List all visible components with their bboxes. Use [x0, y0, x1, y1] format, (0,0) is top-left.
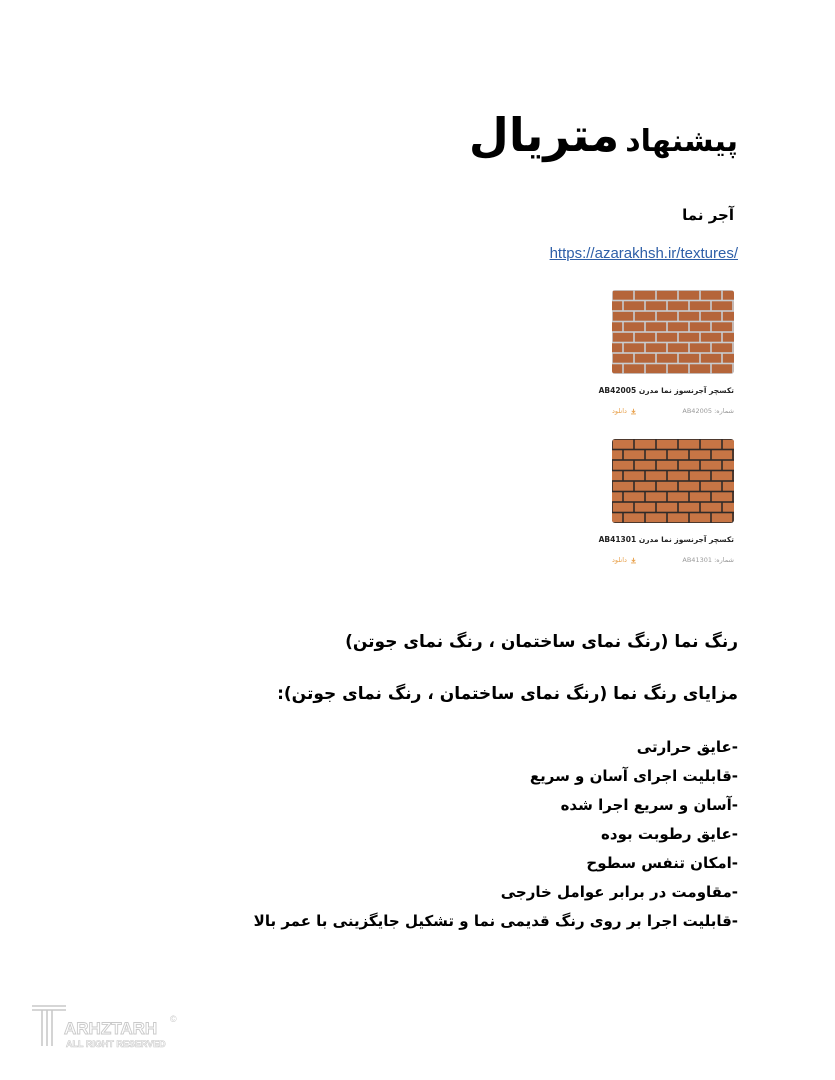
brick: [657, 333, 677, 342]
brick: [690, 343, 710, 352]
brick: [624, 513, 644, 522]
brick: [624, 364, 644, 373]
product-caption: تکسچر آجرنسوز نما مدرن AB41301: [598, 535, 734, 544]
brick: [668, 492, 688, 501]
brick: [679, 503, 699, 512]
brick: [668, 343, 688, 352]
brick: [668, 471, 688, 480]
download-icon: [630, 408, 637, 415]
section-heading-facade-paint: رنگ نما (رنگ نمای ساختمان ، رنگ نمای جوتن): [345, 632, 738, 652]
brick: [624, 322, 644, 331]
brick: [712, 364, 732, 373]
brick-texture-image-2: [612, 439, 734, 523]
brick: [712, 343, 732, 352]
brick: [657, 354, 677, 363]
brick: [635, 312, 655, 321]
product-code: شماره: AB41301: [682, 556, 734, 564]
brick: [668, 301, 688, 310]
brick: [701, 354, 721, 363]
brick: [613, 503, 633, 512]
list-item: -قابلیت اجرا بر روی رنگ قدیمی نما و تشکیل جایگزینی با عمر بالا: [253, 912, 738, 930]
download-link[interactable]: [612, 407, 637, 415]
brick: [624, 301, 644, 310]
list-item: -عایق حرارتی: [636, 738, 738, 756]
brick: [668, 364, 688, 373]
brick: [723, 312, 734, 321]
textures-link[interactable]: https://azarakhsh.ir/textures/: [549, 245, 738, 262]
brick: [613, 291, 633, 300]
brick: [712, 322, 732, 331]
brick: [612, 513, 622, 522]
brick: [690, 364, 710, 373]
watermark-tagline: ALL RIGHT RESERVED: [66, 1039, 166, 1049]
brick: [657, 503, 677, 512]
brick: [613, 354, 633, 363]
brick: [723, 291, 734, 300]
brick: [657, 291, 677, 300]
brick: [635, 440, 655, 449]
brick: [646, 301, 666, 310]
brick: [690, 301, 710, 310]
list-item: -قابلیت اجرای آسان و سریع: [529, 767, 738, 785]
brick: [624, 492, 644, 501]
brick: [657, 461, 677, 470]
title-word-suggestion: پیشنهاد: [625, 124, 738, 159]
brick: [690, 322, 710, 331]
brick: [635, 461, 655, 470]
brick: [612, 322, 622, 331]
brick: [679, 291, 699, 300]
page-title: [338, 108, 738, 162]
brick: [712, 492, 732, 501]
copyright-mark: ©: [170, 1014, 177, 1024]
product-caption: تکسچر آجرنسوز نما مدرن AB42005: [598, 386, 734, 395]
brick: [635, 482, 655, 491]
brick: [613, 461, 633, 470]
brick: [690, 450, 710, 459]
brick: [712, 301, 732, 310]
brick: [624, 471, 644, 480]
brick: [701, 440, 721, 449]
brick: [723, 482, 734, 491]
list-item: -مقاومت در برابر عوامل خارجی: [500, 883, 738, 901]
brick: [723, 503, 734, 512]
brick: [701, 461, 721, 470]
brick: [612, 343, 622, 352]
title-word-material: متریال: [468, 108, 620, 162]
brick: [723, 333, 734, 342]
brick: [668, 513, 688, 522]
brick: [679, 354, 699, 363]
list-item: -آسان و سریع اجرا شده: [560, 796, 738, 814]
brick: [657, 482, 677, 491]
brick: [624, 343, 644, 352]
download-link[interactable]: [612, 556, 637, 564]
brick: [690, 513, 710, 522]
brick: [679, 482, 699, 491]
brick: [635, 354, 655, 363]
brick: [701, 482, 721, 491]
brick: [646, 343, 666, 352]
download-label: دانلود: [612, 407, 627, 415]
brick: [679, 440, 699, 449]
benefits-list: [238, 733, 738, 936]
brick: [679, 333, 699, 342]
brick: [723, 461, 734, 470]
brick: [701, 312, 721, 321]
brick: [723, 440, 734, 449]
brick: [635, 503, 655, 512]
brick: [646, 450, 666, 459]
brick: [612, 450, 622, 459]
brick: [613, 333, 633, 342]
brick-texture-image-1: [612, 290, 734, 374]
brick: [701, 291, 721, 300]
brick: [624, 450, 644, 459]
brick: [668, 450, 688, 459]
brick: [612, 301, 622, 310]
brick: [690, 471, 710, 480]
product-code: شماره: AB42005: [682, 407, 734, 415]
brick: [613, 482, 633, 491]
brick: [612, 492, 622, 501]
list-item: -عایق رطوبت بوده: [601, 825, 738, 843]
brick: [701, 503, 721, 512]
brick: [646, 513, 666, 522]
brick: [712, 450, 732, 459]
brick: [646, 322, 666, 331]
tarhztarh-watermark-logo: [30, 1000, 182, 1052]
product-card-1[interactable]: [598, 290, 734, 415]
brick: [646, 492, 666, 501]
brick: [723, 354, 734, 363]
watermark-brand: ARHZTARH: [64, 1019, 158, 1038]
brick: [679, 312, 699, 321]
brick: [646, 471, 666, 480]
section-subtitle: آجر نما: [682, 206, 734, 224]
brick: [690, 492, 710, 501]
section-heading-benefits: مزایای رنگ نما (رنگ نمای ساختمان ، رنگ نمای جوتن):: [277, 684, 738, 704]
brick: [613, 312, 633, 321]
brick: [635, 333, 655, 342]
list-item: -امکان تنفس سطوح: [586, 854, 738, 872]
brick: [657, 312, 677, 321]
brick: [613, 440, 633, 449]
brick: [712, 513, 732, 522]
brick: [635, 291, 655, 300]
brick: [668, 322, 688, 331]
brick: [646, 364, 666, 373]
brick: [612, 364, 622, 373]
brick: [712, 471, 732, 480]
brick: [612, 471, 622, 480]
brick: [679, 461, 699, 470]
download-icon: [630, 557, 637, 564]
brick: [657, 440, 677, 449]
brick: [701, 333, 721, 342]
product-card-2[interactable]: [598, 439, 734, 564]
download-label: دانلود: [612, 556, 627, 564]
